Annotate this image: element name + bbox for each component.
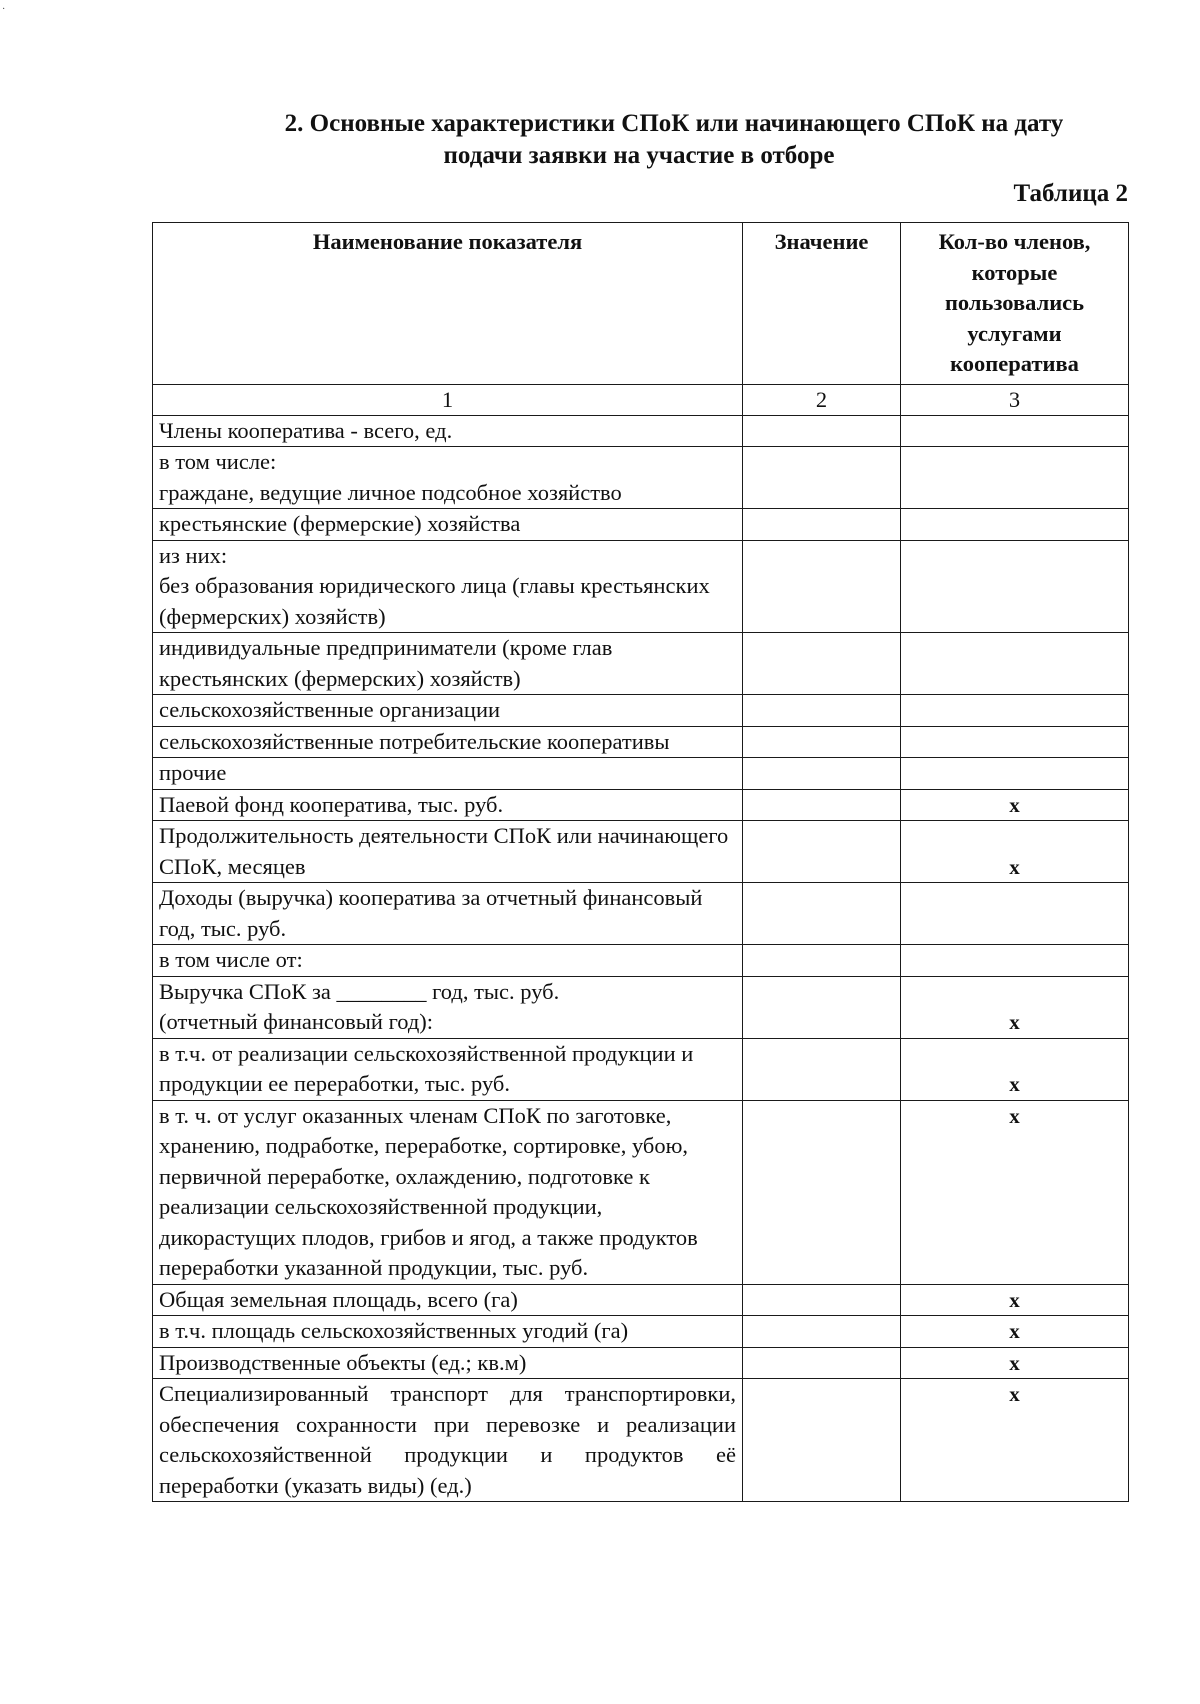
indicator-cell: прочие bbox=[153, 758, 743, 790]
table-row bbox=[153, 447, 1129, 509]
value-cell[interactable] bbox=[743, 1347, 901, 1379]
indicator-cell: Общая земельная площадь, всего (га) bbox=[153, 1284, 743, 1316]
table-row bbox=[153, 695, 1129, 727]
column-number: 2 bbox=[743, 384, 901, 415]
table-row bbox=[153, 1379, 1129, 1502]
table-row bbox=[153, 415, 1129, 447]
value-cell[interactable] bbox=[743, 726, 901, 758]
value-cell[interactable] bbox=[743, 1100, 901, 1284]
indicator-cell: Выручка СПоК за ________ год, тыс. руб. (отчетный финансовый год): bbox=[153, 976, 743, 1038]
value-cell[interactable] bbox=[743, 976, 901, 1038]
indicator-cell: индивидуальные предприниматели (кроме глав крестьянских (фермерских) хозяйств) bbox=[153, 633, 743, 695]
indicator-cell: из них: без образования юридического лица (главы крестьянских (фермерских) хозяйств) bbox=[153, 540, 743, 633]
value-cell[interactable] bbox=[743, 821, 901, 883]
indicator-cell: Доходы (выручка) кооператива за отчетный финансовый год, тыс. руб. bbox=[153, 883, 743, 945]
value-cell[interactable] bbox=[743, 540, 901, 633]
value-cell[interactable] bbox=[743, 945, 901, 977]
table-row bbox=[153, 726, 1129, 758]
table-row bbox=[153, 789, 1129, 821]
table-row bbox=[153, 883, 1129, 945]
value-cell[interactable] bbox=[743, 1316, 901, 1348]
value-cell[interactable] bbox=[743, 1038, 901, 1100]
table-row bbox=[153, 1316, 1129, 1348]
indicator-cell: сельскохозяйственные потребительские кооперативы bbox=[153, 726, 743, 758]
table-row bbox=[153, 1100, 1129, 1284]
count-cell-x-mark: x bbox=[901, 1316, 1129, 1348]
value-cell[interactable] bbox=[743, 447, 901, 509]
value-cell[interactable] bbox=[743, 758, 901, 790]
indicator-cell: в т. ч. от услуг оказанных членам СПоК по заготовке, хранению, подработке, переработке, сортировке, убою, первичной переработке, охлаждению, подготовке к реализации сельскохозяйственной продукции, дикорастущих плодов, грибов и ягод, а также продуктов переработки указанной продукции, тыс. руб. bbox=[153, 1100, 743, 1284]
table-row bbox=[153, 1038, 1129, 1100]
indicator-cell: Продолжительность деятельности СПоК или начинающего СПоК, месяцев bbox=[153, 821, 743, 883]
indicator-cell: в т.ч. площадь сельскохозяйственных угодий (га) bbox=[153, 1316, 743, 1348]
count-cell[interactable] bbox=[901, 633, 1129, 695]
table-row bbox=[153, 945, 1129, 977]
value-cell[interactable] bbox=[743, 1379, 901, 1502]
column-number: 1 bbox=[153, 384, 743, 415]
count-cell-x-mark: x bbox=[901, 1379, 1129, 1502]
count-cell[interactable] bbox=[901, 415, 1129, 447]
value-cell[interactable] bbox=[743, 1284, 901, 1316]
header-members-count: Кол-во членов, которые пользовались услугами кооператива bbox=[901, 223, 1129, 385]
indicator-cell: Специализированный транспорт для транспортировки, обеспечения сохранности при перевозке и реализации сельскохозяйственной продукции и продуктов её переработки (указать виды) (ед.) bbox=[153, 1379, 743, 1502]
table-row bbox=[153, 633, 1129, 695]
table-label: Таблица 2 bbox=[1013, 180, 1128, 207]
count-cell[interactable] bbox=[901, 540, 1129, 633]
characteristics-table bbox=[152, 222, 1129, 1502]
count-cell-x-mark: x bbox=[901, 1100, 1129, 1284]
value-cell[interactable] bbox=[743, 883, 901, 945]
count-cell[interactable] bbox=[901, 695, 1129, 727]
count-cell-x-mark: x bbox=[901, 1284, 1129, 1316]
table-row bbox=[153, 1284, 1129, 1316]
indicator-cell: в том числе от: bbox=[153, 945, 743, 977]
section-heading-line2: подачи заявки на участие в отборе bbox=[443, 142, 835, 169]
count-cell-x-mark: x bbox=[901, 821, 1129, 883]
indicator-cell: крестьянские (фермерские) хозяйства bbox=[153, 509, 743, 541]
count-cell-x-mark: x bbox=[901, 1347, 1129, 1379]
indicator-cell: в том числе: граждане, ведущие личное подсобное хозяйство bbox=[153, 447, 743, 509]
indicator-cell: Члены кооператива - всего, ед. bbox=[153, 415, 743, 447]
indicator-cell: Паевой фонд кооператива, тыс. руб. bbox=[153, 789, 743, 821]
count-cell[interactable] bbox=[901, 447, 1129, 509]
value-cell[interactable] bbox=[743, 695, 901, 727]
header-indicator-name: Наименование показателя bbox=[153, 223, 743, 385]
count-cell-x-mark: x bbox=[901, 789, 1129, 821]
section-heading-line1: 2. Основные характеристики СПоК или начинающего СПоК на дату bbox=[284, 110, 1064, 137]
count-cell[interactable] bbox=[901, 726, 1129, 758]
table-row bbox=[153, 758, 1129, 790]
table-row bbox=[153, 976, 1129, 1038]
count-cell[interactable] bbox=[901, 509, 1129, 541]
table-row bbox=[153, 1347, 1129, 1379]
table-row bbox=[153, 821, 1129, 883]
header-value: Значение bbox=[743, 223, 901, 385]
count-cell[interactable] bbox=[901, 758, 1129, 790]
value-cell[interactable] bbox=[743, 633, 901, 695]
value-cell[interactable] bbox=[743, 509, 901, 541]
count-cell[interactable] bbox=[901, 945, 1129, 977]
count-cell-x-mark: x bbox=[901, 976, 1129, 1038]
table-row bbox=[153, 540, 1129, 633]
scan-mark: · bbox=[2, 4, 6, 15]
column-number: 3 bbox=[901, 384, 1129, 415]
count-cell[interactable] bbox=[901, 883, 1129, 945]
table-header-row bbox=[153, 223, 1129, 385]
column-number-row bbox=[153, 384, 1129, 415]
indicator-cell: в т.ч. от реализации сельскохозяйственной продукции и продукции ее переработки, тыс. руб. bbox=[153, 1038, 743, 1100]
indicator-cell: Производственные объекты (ед.; кв.м) bbox=[153, 1347, 743, 1379]
count-cell-x-mark: x bbox=[901, 1038, 1129, 1100]
value-cell[interactable] bbox=[743, 415, 901, 447]
table-row bbox=[153, 509, 1129, 541]
value-cell[interactable] bbox=[743, 789, 901, 821]
section-heading bbox=[150, 108, 1128, 172]
indicator-cell: сельскохозяйственные организации bbox=[153, 695, 743, 727]
